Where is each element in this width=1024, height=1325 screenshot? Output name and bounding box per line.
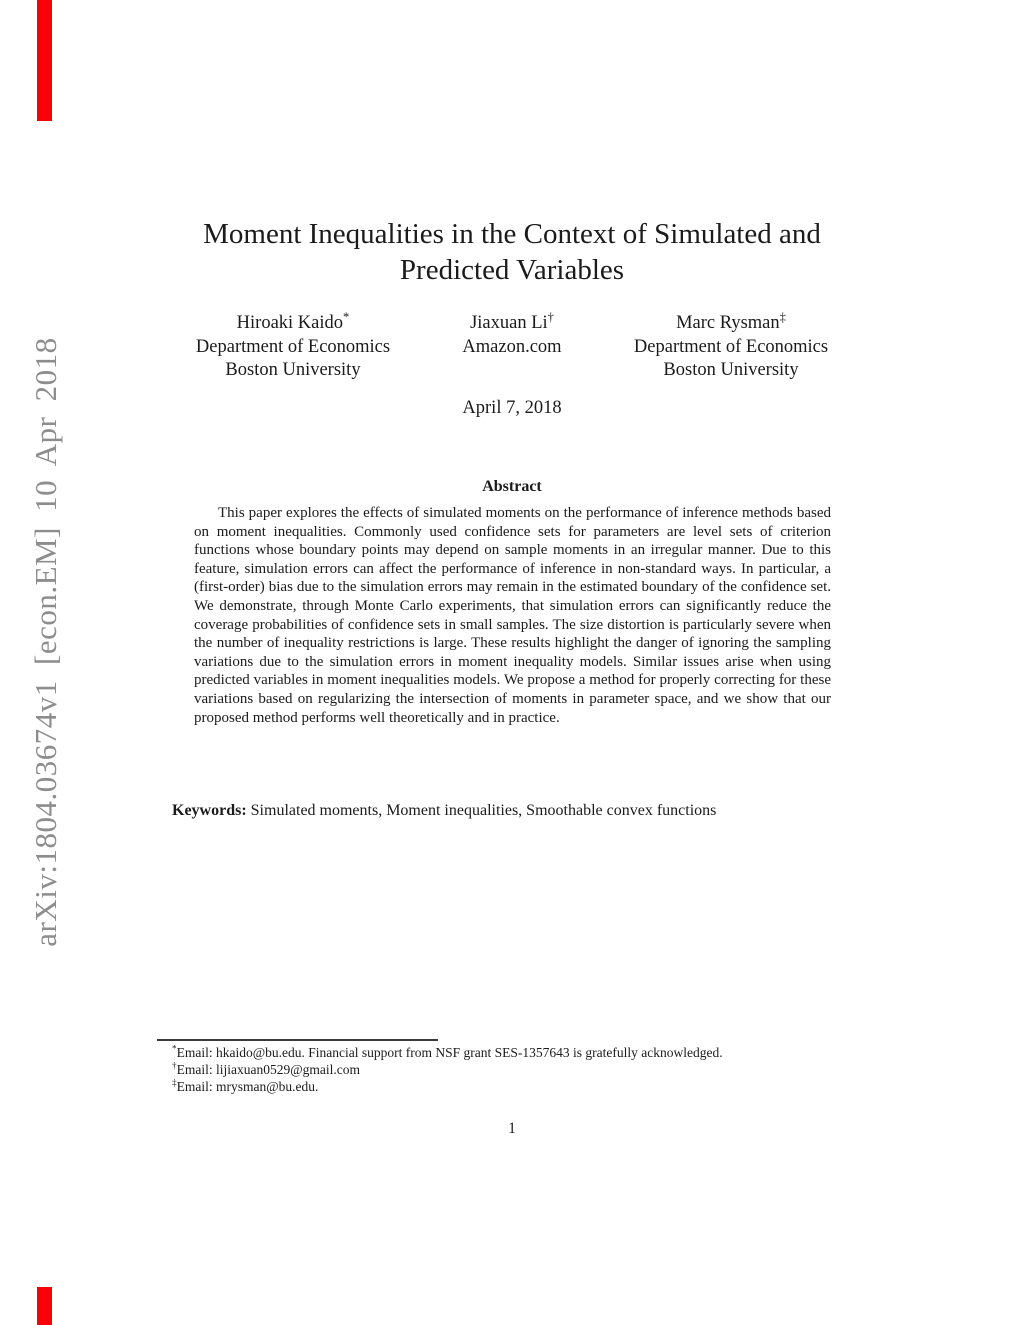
keywords-text: Simulated moments, Moment inequalities, Smoothable convex functions <box>246 802 717 819</box>
author-name-text: Marc Rysman <box>676 313 780 333</box>
footnote-li-email <box>157 1061 869 1078</box>
author-affiliation-line: Department of Economics <box>195 336 391 357</box>
author-footnote-symbol: ‡ <box>779 309 786 324</box>
keywords-line <box>172 802 872 820</box>
author-jiaxuan-li <box>447 309 577 383</box>
footnote-rule <box>157 1039 438 1041</box>
author-name <box>447 309 577 336</box>
author-footnote-symbol: † <box>547 309 554 324</box>
author-affiliation-line: Boston University <box>663 360 799 380</box>
footnote-symbol: * <box>172 1043 177 1054</box>
footnote-kaido-email <box>157 1044 869 1061</box>
paper-date: April 7, 2018 <box>462 398 562 418</box>
footnote-text: Email: hkaido@bu.edu. Financial support from NSF grant SES-1357643 is gratefully acknowledged. <box>176 1045 723 1060</box>
footnote-symbol: ‡ <box>172 1077 177 1088</box>
author-name <box>615 309 847 336</box>
author-name-text: Hiroaki Kaido <box>236 313 344 333</box>
author-hiroaki-kaido <box>177 309 409 383</box>
abstract-heading: Abstract <box>482 478 542 495</box>
author-affiliation-line: Amazon.com <box>462 336 562 357</box>
author-footnote-symbol: * <box>343 309 350 324</box>
footnotes <box>157 1044 869 1095</box>
footnote-symbol: † <box>172 1060 177 1071</box>
abstract-text: This paper explores the effects of simulated moments on the performance of inference methods based on moment inequalities. Commonly used confidence sets for parameters are level sets of criterion functions whose boundary points may depend on sample moments in an irregular manner. Due to this feature, simulation errors can affect the performance of inference in non-standard ways. In particular, a (first-order) bias due to the simulation errors may remain in the estimated boundary of the confidence set. We demonstrate, through Monte Carlo experiments, that simulation errors can significantly reduce the coverage probabilities of confidence sets in small samples. The size distortion is particularly severe when the number of inequality restrictions is large. These results highlight the danger of ignoring the sampling variations due to the simulation errors in moment inequality models. Similar issues arise when using predicted variables in moment inequalities models. We propose a method for properly correcting for these variations based on regularizing the intersection of moments in parameter space, and we show that our proposed method performs well theoretically and in practice. <box>194 505 831 726</box>
author-marc-rysman <box>615 309 847 383</box>
red-edge-mark-bottom <box>37 1287 52 1325</box>
arxiv-watermark: arXiv:1804.03674v1 [econ.EM] 10 Apr 2018 <box>28 337 63 947</box>
author-name-text: Jiaxuan Li <box>470 313 548 333</box>
paper-title-line2: Predicted Variables <box>399 254 625 286</box>
paper-title <box>0 216 1024 288</box>
keywords-label: Keywords: <box>172 802 247 819</box>
author-affiliation-line: Department of Economics <box>633 336 829 357</box>
footnote-text: Email: lijiaxuan0529@gmail.com <box>176 1062 360 1077</box>
author-name <box>177 309 409 336</box>
author-block <box>0 309 1024 383</box>
footnote-rysman-email <box>157 1078 869 1095</box>
footnote-text: Email: mrysman@bu.edu. <box>176 1079 319 1094</box>
page-number: 1 <box>508 1120 516 1137</box>
paper-title-line1: Moment Inequalities in the Context of Simulated and <box>203 218 821 250</box>
red-edge-mark-top <box>37 0 52 121</box>
author-affiliation-line: Boston University <box>225 360 361 380</box>
